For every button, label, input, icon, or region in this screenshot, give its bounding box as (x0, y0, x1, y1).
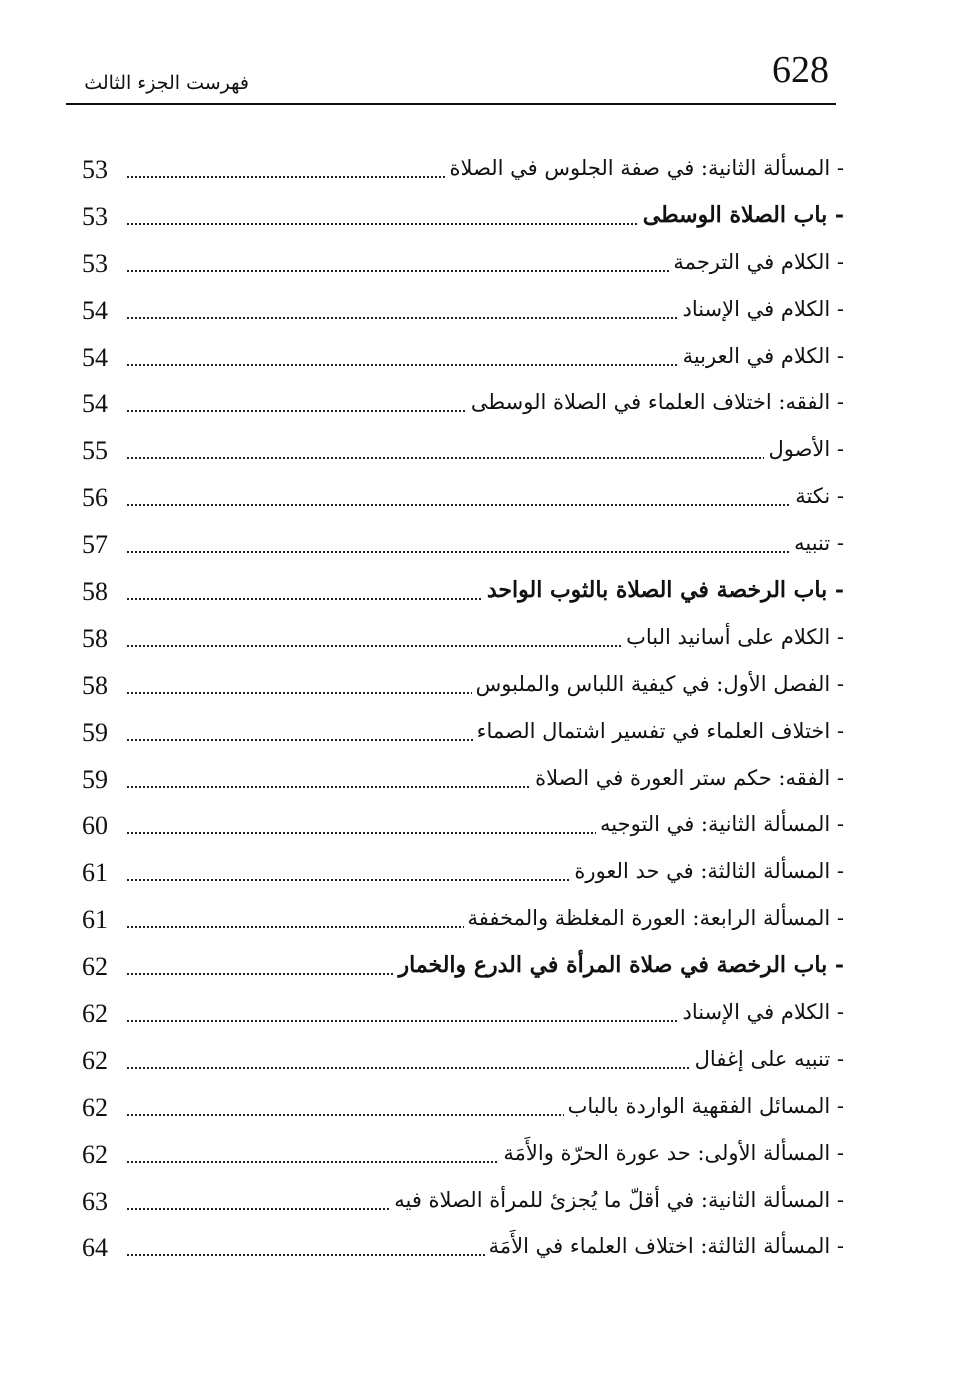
entry-page-number: 57 (82, 529, 126, 561)
toc-chapter-entry (0, 568, 954, 615)
toc-entry (0, 287, 954, 334)
entry-page-number: 60 (82, 810, 126, 842)
entry-page-number: 54 (82, 295, 126, 327)
entry-title: - المسألة الثانية: في أقلّ ما يُجزئ للمرأة الصلاة فيه (390, 1184, 844, 1216)
toc-chapter-entry (0, 193, 954, 240)
entry-title: - الفصل الأول: في كيفية اللباس والملبوس (472, 668, 844, 700)
toc-entry (0, 1224, 954, 1271)
entry-title: - المسائل الفقهية الواردة بالباب (564, 1090, 844, 1122)
toc-chapter-entry (0, 943, 954, 990)
entry-title: - الكلام في العربية (679, 340, 844, 372)
toc-entry (0, 896, 954, 943)
dot-leader (120, 551, 836, 553)
toc-entry (0, 615, 954, 662)
entry-page-number: 59 (82, 764, 126, 796)
toc-entry (0, 1084, 954, 1131)
toc-entry (0, 334, 954, 381)
entry-title: - الأصول (764, 433, 844, 465)
entry-page-number: 63 (82, 1186, 126, 1218)
entry-page-number: 61 (82, 904, 126, 936)
entry-title: - تنبيه (790, 527, 844, 559)
entry-page-number: 58 (82, 670, 126, 702)
entry-title: - المسألة الثانية: في صفة الجلوس في الصلاة (446, 152, 844, 184)
toc-entry (0, 1037, 954, 1084)
toc-entry (0, 756, 954, 803)
toc-entry (0, 990, 954, 1037)
entry-title: - المسألة الأولى: حد عورة الحرّة والأَمَة (499, 1137, 844, 1169)
toc-entry (0, 380, 954, 427)
entry-page-number: 62 (82, 1092, 126, 1124)
entry-title: - الفقه: حكم ستر العورة في الصلاة (531, 762, 844, 794)
entry-title: - الكلام على أسانيد الباب (622, 621, 844, 653)
toc-entry (0, 1131, 954, 1178)
entry-title: - باب الصلاة الوسطى (639, 199, 844, 231)
entry-page-number: 56 (82, 482, 126, 514)
dot-leader (120, 457, 836, 459)
entry-title: - الكلام في الإسناد (678, 293, 844, 325)
toc-entry (0, 240, 954, 287)
entry-page-number: 54 (82, 342, 126, 374)
entry-page-number: 55 (82, 435, 126, 467)
entry-page-number: 62 (82, 1139, 126, 1171)
toc-entry (0, 521, 954, 568)
toc-entry (0, 146, 954, 193)
entry-page-number: 59 (82, 717, 126, 749)
header-rule (66, 103, 836, 105)
entry-page-number: 64 (82, 1232, 126, 1264)
entry-title: - الكلام في الترجمة (669, 246, 844, 278)
toc-entry (0, 662, 954, 709)
entry-title: - تنبيه على إغفال (691, 1043, 844, 1075)
table-of-contents (0, 146, 954, 1271)
entry-page-number: 62 (82, 998, 126, 1030)
entry-page-number: 53 (82, 248, 126, 280)
entry-title: - المسألة الرابعة: العورة المغلظة والمخففة (464, 902, 844, 934)
entry-page-number: 61 (82, 857, 126, 889)
entry-title: - المسألة الثالثة: في حد العورة (570, 855, 844, 887)
dot-leader (120, 504, 836, 506)
entry-title: - المسألة الثانية: في التوجيه (596, 808, 844, 840)
toc-entry (0, 427, 954, 474)
entry-title: - الفقه: اختلاف العلماء في الصلاة الوسطى (467, 386, 844, 418)
toc-entry (0, 1178, 954, 1225)
entry-page-number: 58 (82, 623, 126, 655)
entry-title: - اختلاف العلماء في تفسير اشتمال الصماء (473, 715, 844, 747)
toc-entry (0, 849, 954, 896)
entry-title: - نكتة (791, 480, 844, 512)
toc-entry (0, 474, 954, 521)
entry-page-number: 53 (82, 154, 126, 186)
running-head: فهرست الجزء الثالث (84, 72, 249, 94)
entry-title: - المسألة الثالثة: اختلاف العلماء في الأَمَة (485, 1230, 844, 1262)
entry-title: - باب الرخصة في صلاة المرأة في الدرع والخمار (394, 949, 844, 981)
entry-page-number: 62 (82, 1045, 126, 1077)
entry-page-number: 54 (82, 388, 126, 420)
entry-page-number: 53 (82, 201, 126, 233)
entry-title: - باب الرخصة في الصلاة بالثوب الواحد (483, 574, 844, 606)
entry-page-number: 58 (82, 576, 126, 608)
entry-page-number: 62 (82, 951, 126, 983)
toc-entry (0, 802, 954, 849)
page-number: 628 (772, 49, 829, 91)
toc-entry (0, 709, 954, 756)
entry-title: - الكلام في الإسناد (678, 996, 844, 1028)
